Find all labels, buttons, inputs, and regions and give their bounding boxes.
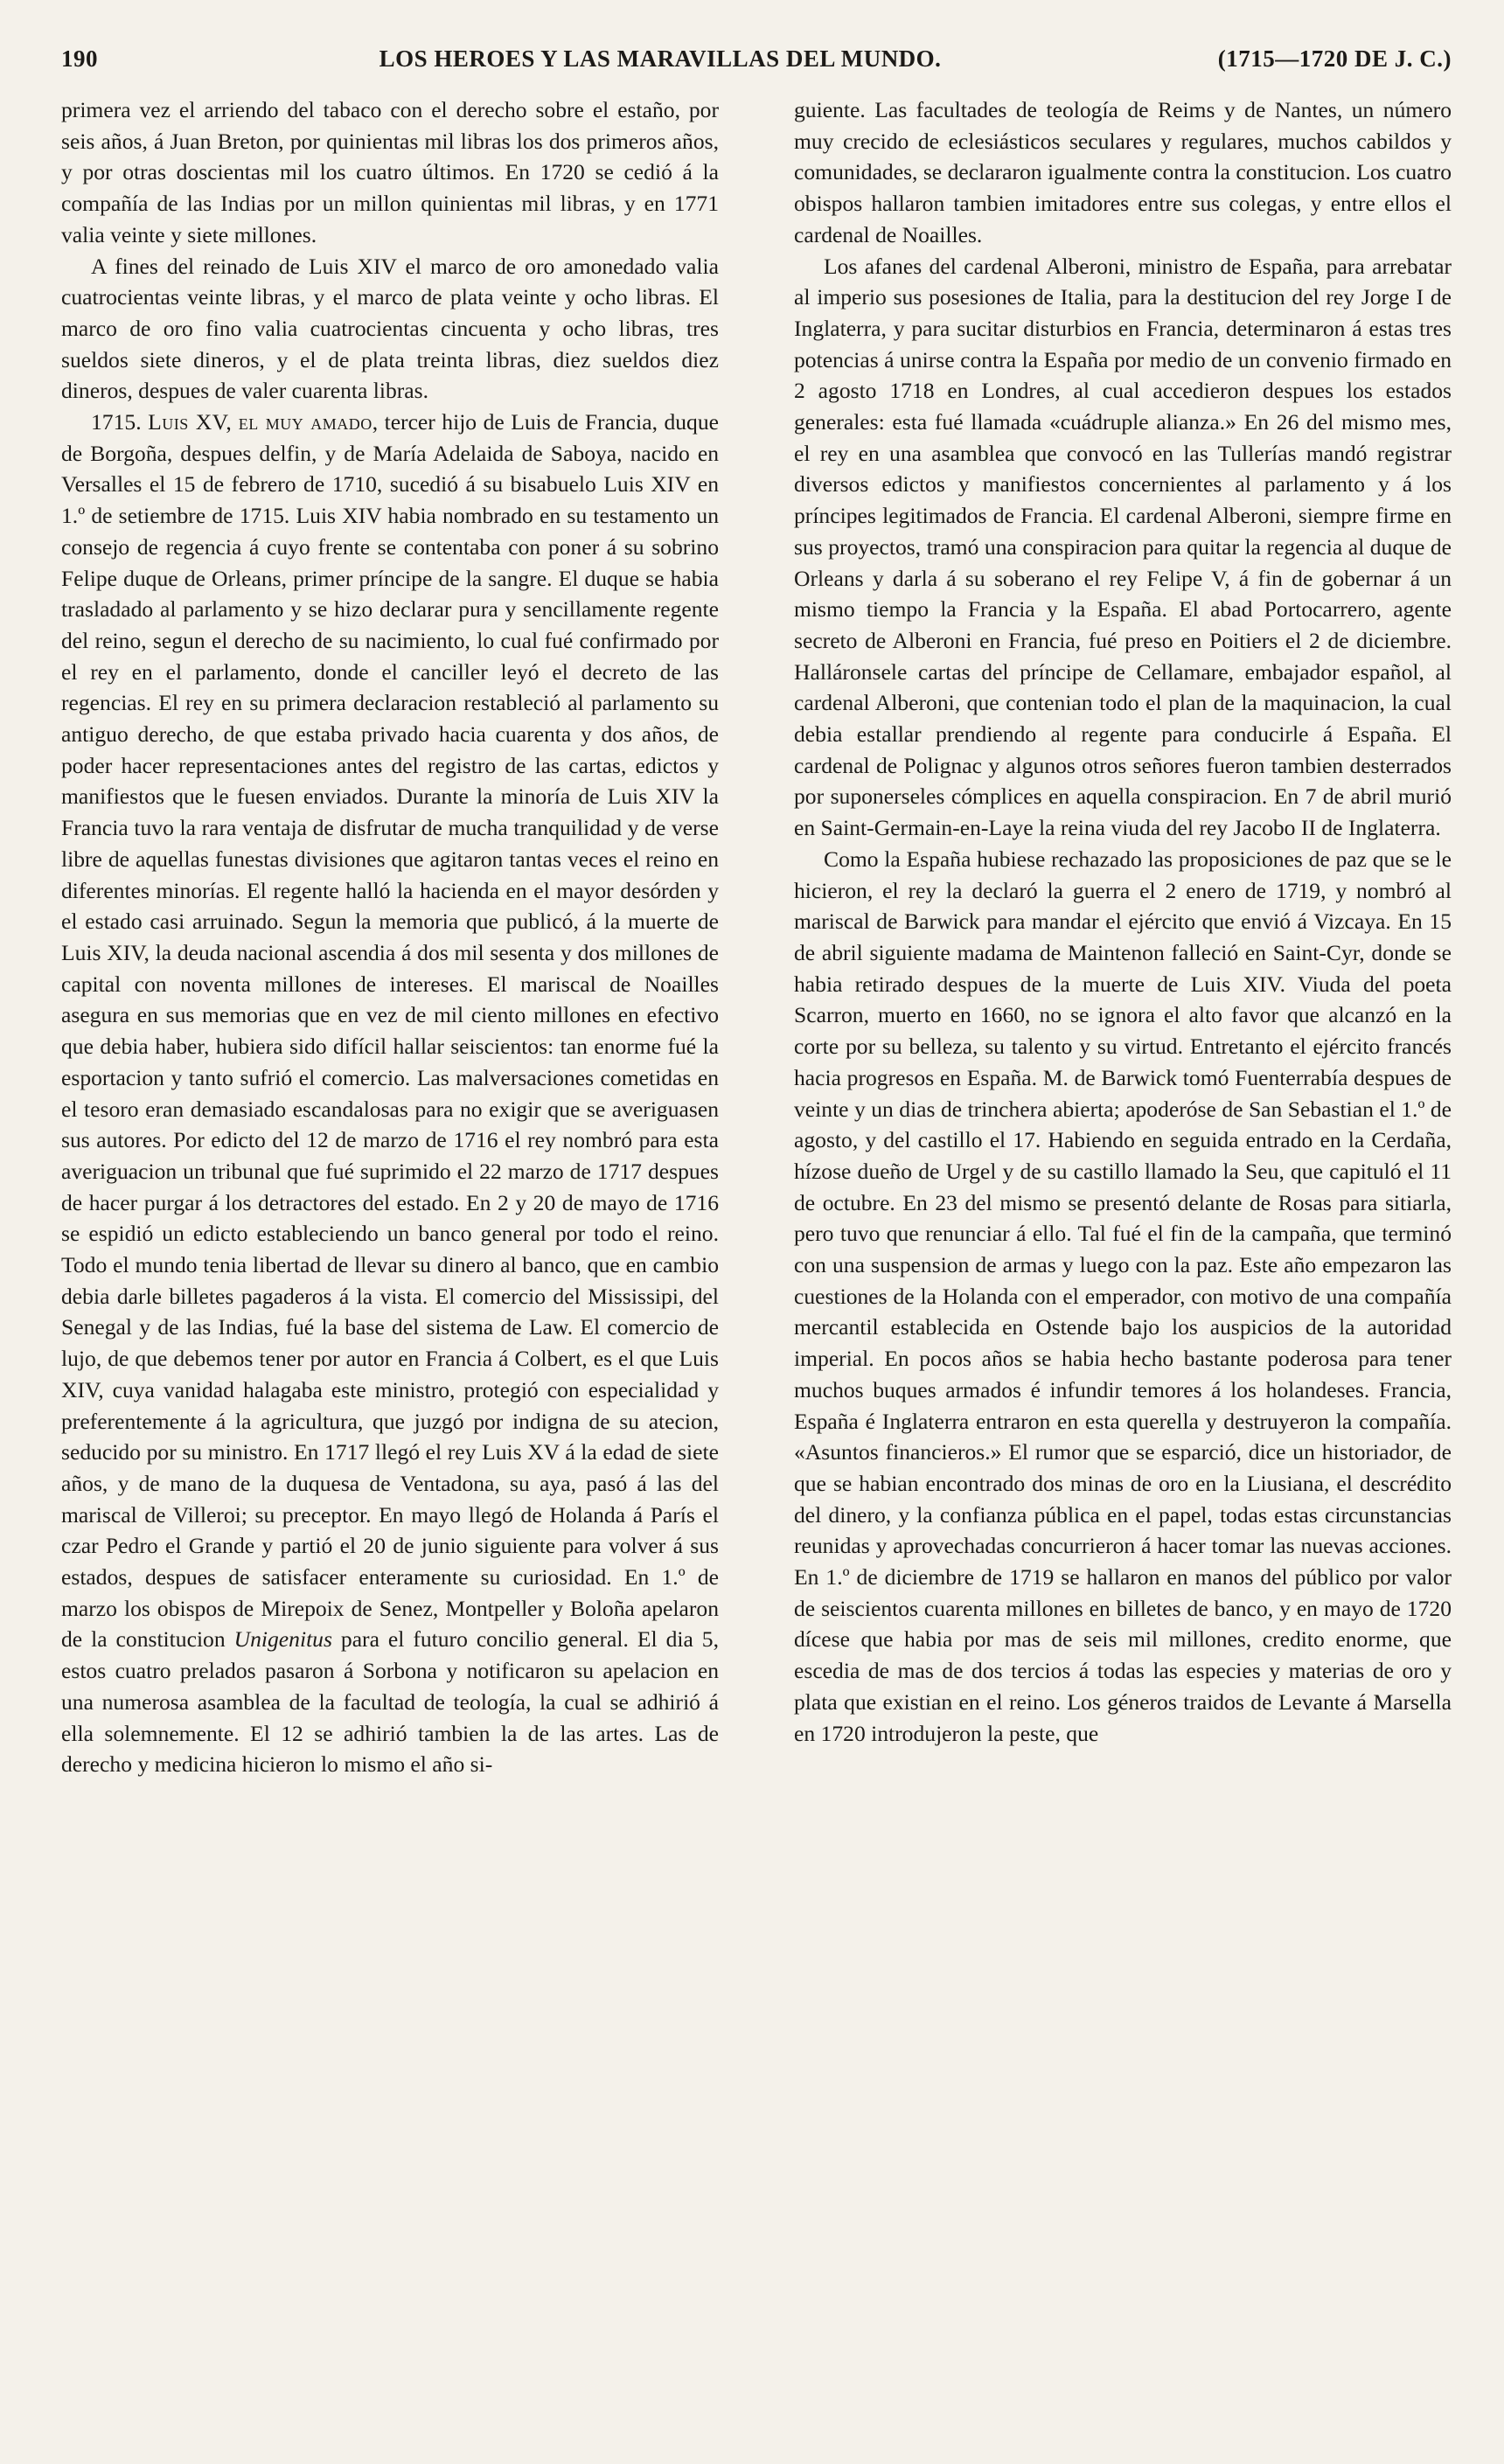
paragraph-text: para el futuro concilio general. El dia 5, estos cuatro prelados pasaron á Sorbona y notificaron su apelacion en una numerosa asamblea de la facultad de teología, la cual se adhirió á ella solemnemente. El 12 se adhirió tambien la de las artes. Las de derecho y medicina hicieron lo mismo el año si- [61, 1626, 719, 1778]
date-range: (1715—1720 DE J. C.) [1217, 45, 1452, 72]
running-title: LOS HEROES Y LAS MARAVILLAS DEL MUNDO. [379, 45, 942, 72]
paragraph: A fines del reinado de Luis XIV el marco de oro amonedado valia cuatrocientas veinte libras, y el marco de plata veinte y ocho libras. El marco de oro fino valia cuatrocientas cincuenta y ocho libras, tres sueldos siete dineros, y el de plata treinta libras, diez sueldos diez dineros, despues de valer cuarenta libras. [61, 253, 719, 404]
paragraph: guiente. Las facultades de teología de Reims y de Nantes, un número muy crecido de eclesiásticos seculares y regulares, muchos cabildos y comunidades, se declararon igualmente contra la constitucion. Los cuatro obispos hallaron tambien imitadores entre sus colegas, y entre ellos el cardenal de Noailles. [794, 97, 1452, 247]
paragraph [61, 407, 719, 1780]
paragraph-text: , tercer hijo de Luis de Francia, duque de Borgoña, despues delfin, y de María Adelaida de Saboya, nacido en Versalles el 15 de febrero de 1710, sucedió á su bisabuelo Luis XIV en 1.º de setiembre de 1715. Luis XIV habia nombrado en su testamento un consejo de regencia á cuyo frente se contentaba con poner á su sobrino Felipe duque de Orleans, primer príncipe de la sangre. El duque se habia trasladado al parlamento y se hizo declarar pura y sencillamente regente del reino, segun el derecho de su nacimiento, lo cual fué confirmado por el rey en el parlamento, donde el canciller leyó el decreto de las regencias. El rey en su primera declaracion restableció al parlamento su antiguo derecho, de que estaba privado hacia cuarenta y dos años, de poder hacer representaciones antes del registro de las cartas, edictos y manifiestos que le fuesen enviados. Durante la minoría de Luis XIV la Francia tuvo la rara ventaja de disfrutar de mucha tranquilidad y de verse libre de aquellas funestas divisiones que agitaron tantas veces el reino en diferentes minorías. El regente halló la hacienda en el mayor desórden y el estado casi arruinado. Segun la memoria que publicó, á la muerte de Luis XIV, la deuda nacional ascendia á dos mil sesenta y dos millones de capital con noventa millones de intereses. El mariscal de Noailles asegura en sus memorias que en vez de mil ciento millones en efectivo que debia haber, hubiera sido difícil hallar seiscientos: tan enorme fué la esportacion y tanto sufrió el comercio. Las malversaciones cometidas en el tesoro eran demasiado escandalosas para no exigir que se averiguasen sus autores. Por edicto del 12 de marzo de 1716 el rey nombró para esta averiguacion un tribunal que fué suprimido el 22 marzo de 1717 despues de hacer purgar á los detractores del estado. En 2 y 20 de mayo de 1716 se espidió un edicto estableciendo un banco general por todo el reino. Todo el mundo tenia libertad de llevar su dinero al banco, que en cambio debia darle billetes pagaderos á la vista. El comercio del Mississipi, del Senegal y de las Indias, fué la base del sistema de Law. El comercio de lujo, de que debemos tener por autor en Francia á Colbert, es el que Luis XIV, cuya vanidad halagaba este ministro, protegió con especialidad y preferentemente á la agricultura, que juzgó por indigna de su atecion, seducido por su ministro. En 1717 llegó el rey Luis XV á la edad de siete años, y de mano de la duquesa de Ventadona, su aya, pasó á las del mariscal de Villeroi; su preceptor. En mayo llegó de Holanda á París el czar Pedro el Grande y partió el 20 de junio siguiente para volver á sus estados, despues de satisfacer enteramente su curiosidad. En 1.º de marzo los obispos de Mirepoix de Senez, Montpeller y Boloña apelaron de la constitucion [61, 409, 719, 1653]
paragraph: primera vez el arriendo del tabaco con el derecho sobre el estaño, por seis años, á Juan Breton, por quinientas mil libras los dos primeros años, y por otras doscientas mil los cuatro últimos. En 1720 se cedió á la compañía de las Indias por un millon quinientas mil libras, y en 1771 valia veinte y siete millones. [61, 97, 719, 247]
page-number: 190 [61, 45, 98, 72]
text-columns [61, 94, 1452, 2420]
paragraph: Como la España hubiese rechazado las proposiciones de paz que se le hicieron, el rey la declaró la guerra el 2 enero de 1719, y nombró al mariscal de Barwick para mandar el ejército que envió á Vizcaya. En 15 de abril siguiente madama de Maintenon falleció en Saint-Cyr, donde se habia retirado despues de la muerte de Luis XIV. Viuda del poeta Scarron, muerto en 1660, no se ignora el alto favor que alcanzó en la corte por su belleza, su talento y su virtud. Entretanto el ejército francés hacia progresos en España. M. de Barwick tomó Fuenterrabía despues de veinte y un dias de trinchera abierta; apoderóse de San Sebastian el 1.º de agosto, y del castillo el 17. Habiendo en seguida entrado en la Cerdaña, hízose dueño de Urgel y de su castillo llamado la Seu, que capituló el 11 de octubre. En 23 del mismo se presentó delante de Rosas para sitiarla, pero tuvo que renunciar á ello. Tal fué el fin de la campaña, que terminó con una suspension de armas y luego con la paz. Este año empezaron las cuestiones de la Holanda con el emperador, con motivo de una compañía mercantil establecida en Ostende bajo los auspicios de la autoridad imperial. En pocos años se habia hecho bastante poderosa para tener muchos buques armados é infundir temores á los holandeses. Francia, España é Inglaterra entraron en esta querella y destruyeron la compañía. «Asuntos financieros.» El rumor que se esparció, dice un historiador, de que se habian encontrado dos minas de oro en la Liusiana, el descrédito del dinero, y la confianza pública en el papel, todas estas circunstancias reunidas y aprovechadas concurrieron á hacer tomar las nuevas acciones. En 1.º de diciembre de 1719 se hallaron en manos del público por valor de seiscientos cuarenta millones en billetes de banco, y en mayo de 1720 dícese que habia por mas de seis mil millones, credito enorme, que escedia de mas de dos tercios á todas las especies y materias de oro y plata que existian en el reino. Los géneros traidos de Levante á Marsella en 1720 introdujeron la peste, que [794, 846, 1452, 1746]
left-column [61, 94, 719, 2420]
italic-term: Unigenitus [233, 1626, 332, 1653]
monarch-epithet: el muy amado [238, 409, 373, 435]
document-page [61, 45, 1452, 2441]
monarch-name: Luis XV, [148, 409, 233, 435]
year-marker: 1715. [91, 409, 142, 435]
running-header [61, 45, 1452, 94]
right-column [794, 94, 1452, 2420]
paragraph: Los afanes del cardenal Alberoni, ministro de España, para arrebatar al imperio sus posesiones de Italia, para la destitucion del rey Jorge I de Inglaterra, y para sucitar disturbios en Francia, determinaron á estas tres potencias á unirse contra la España por medio de un convenio firmado en 2 agosto 1718 en Londres, al cual accedieron despues los estados generales: esta fué llamada «cuádruple alianza.» En 26 del mismo mes, el rey en una asamblea que convocó en las Tullerías mandó registrar diversos edictos y manifiestos concernientes al parlamento y á los príncipes legitimados de Francia. El cardenal Alberoni, siempre firme en sus proyectos, tramó una conspiracion para quitar la regencia al duque de Orleans y darla á su soberano el rey Felipe V, á fin de gobernar á un mismo tiempo la Francia y la España. El abad Portocarrero, agente secreto de Alberoni en Francia, fué preso en Poitiers el 2 de diciembre. Halláronsele cartas del príncipe de Cellamare, embajador español, al cardenal Alberoni, que contenian todo el plan de la maquinacion, la cual debia estallar prendiendo al regente para conducirle á España. El cardenal de Polignac y algunos otros señores fueron tambien desterrados por suponerseles cómplices en aquella conspiracion. En 7 de abril murió en Saint-Germain-en-Laye la reina viuda del rey Jacobo II de Inglaterra. [794, 253, 1452, 841]
